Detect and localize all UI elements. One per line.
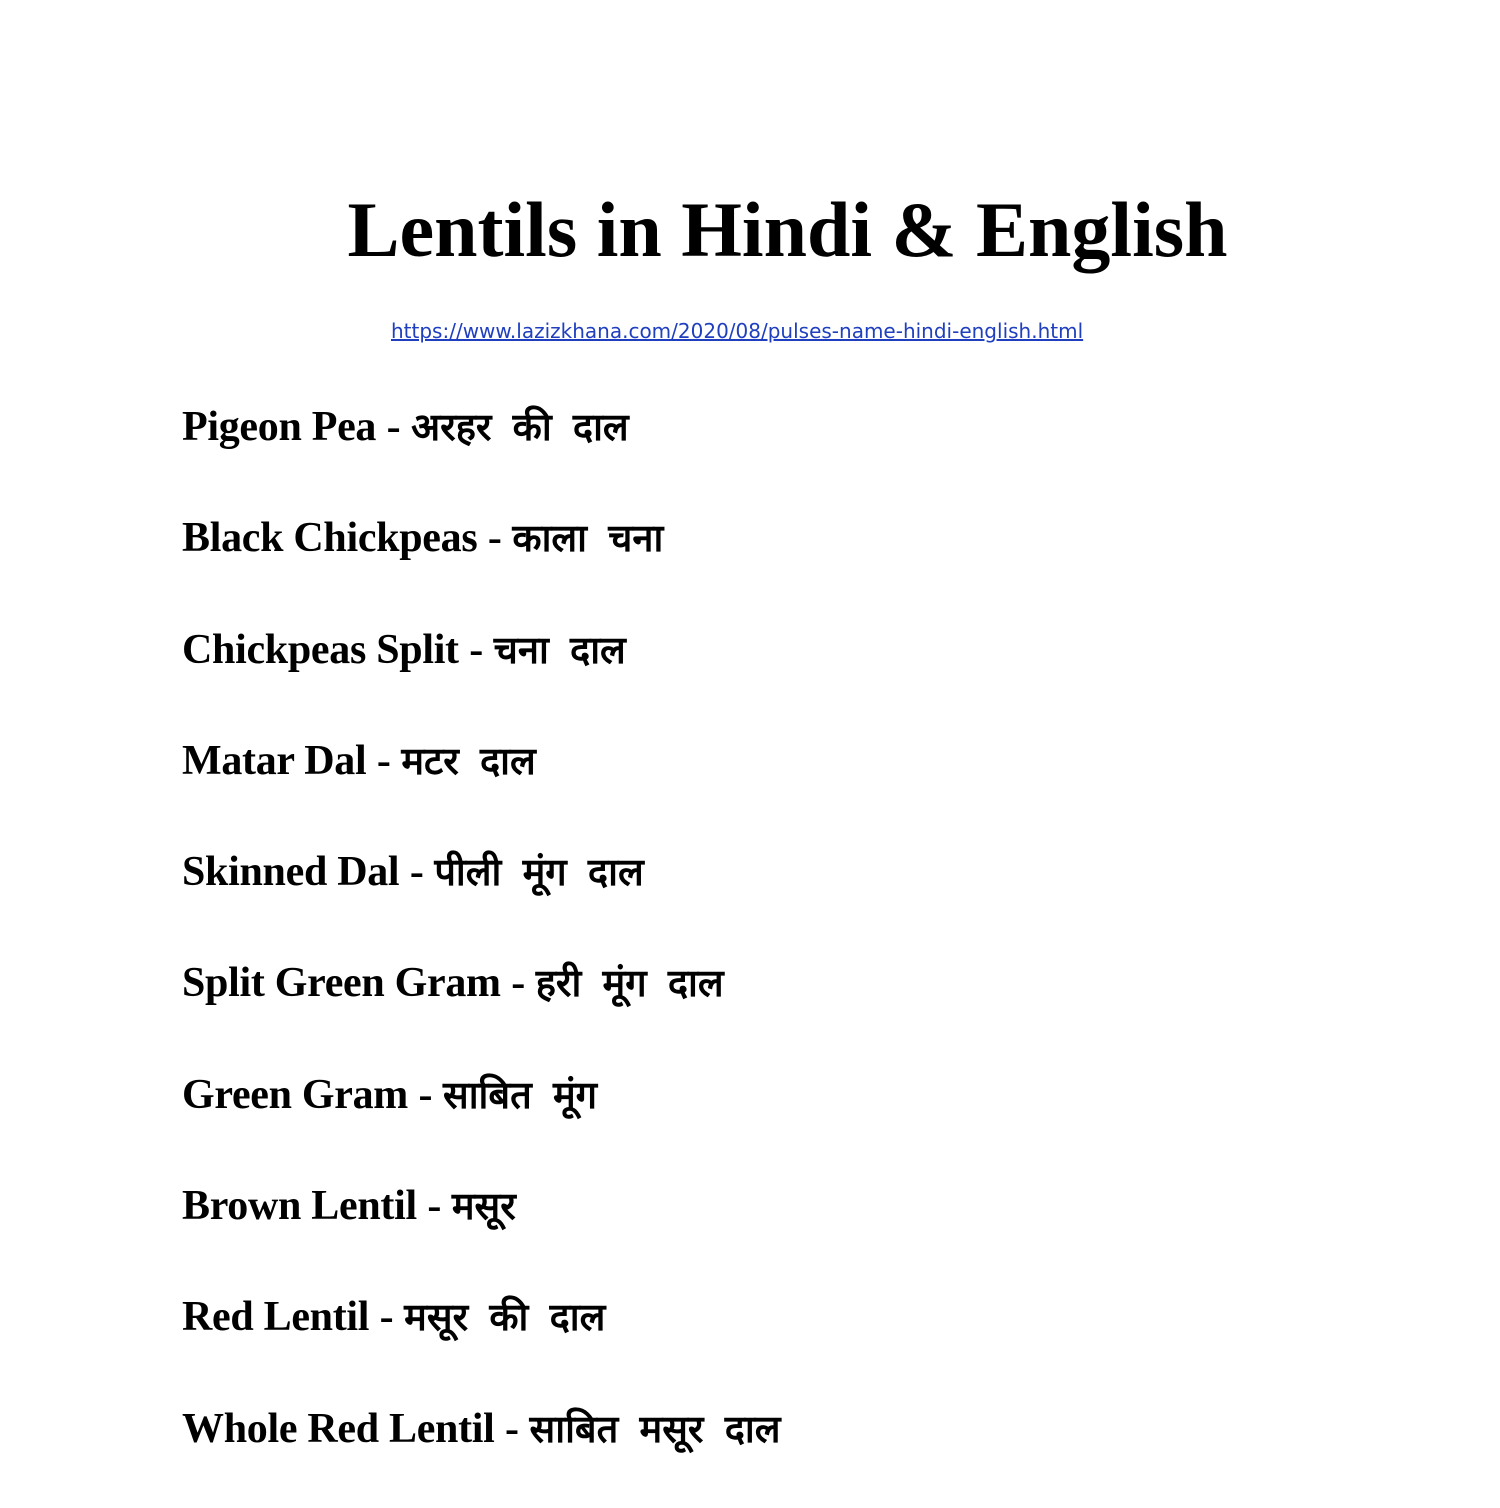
hindi-name: चना दाल <box>493 627 626 672</box>
hindi-name: साबित मूंग <box>443 1072 598 1117</box>
english-name: Brown Lentil <box>182 1183 417 1230</box>
separator: - <box>366 737 402 784</box>
english-name: Whole Red Lentil <box>182 1405 495 1452</box>
english-name: Pigeon Pea <box>182 404 377 450</box>
list-item <box>182 1397 780 1508</box>
list-item <box>182 395 780 506</box>
english-name: Split Green Gram <box>182 960 501 1007</box>
list-item <box>182 1174 780 1285</box>
list-item <box>182 506 780 617</box>
hindi-name: पीली मूंग दाल <box>434 850 644 895</box>
page-title: Lentils in Hindi & English <box>347 186 1228 273</box>
english-name: Skinned Dal <box>182 849 400 896</box>
english-name: Black Chickpeas <box>182 515 478 562</box>
separator: - <box>494 1405 530 1452</box>
hindi-name: मसूर की दाल <box>404 1295 606 1340</box>
separator: - <box>408 1071 443 1118</box>
hindi-name: मसूर <box>451 1184 516 1229</box>
english-name: Chickpeas Split <box>182 626 459 673</box>
list-item <box>182 951 780 1062</box>
hindi-name: साबित मसूर दाल <box>529 1406 781 1451</box>
separator: - <box>416 1183 452 1230</box>
hindi-name: हरी मूंग दाल <box>535 961 724 1006</box>
english-name: Green Gram <box>182 1071 408 1118</box>
lentil-list <box>182 395 780 1508</box>
list-item <box>182 840 780 951</box>
list-item <box>182 1063 780 1174</box>
list-item <box>182 729 780 840</box>
separator: - <box>369 1294 405 1341</box>
separator: - <box>376 404 412 450</box>
english-name: Matar Dal <box>182 737 367 784</box>
hindi-name: काला चना <box>512 516 664 561</box>
hindi-name: अरहर की दाल <box>411 405 629 449</box>
source-link[interactable]: https://www.lazizkhana.com/2020/08/pulses-name-hindi-english.html <box>391 319 1084 343</box>
english-name: Red Lentil <box>182 1294 370 1341</box>
list-item <box>182 1285 780 1396</box>
separator: - <box>458 626 494 673</box>
hindi-name: मटर दाल <box>401 738 536 783</box>
separator: - <box>477 515 513 562</box>
list-item <box>182 618 780 729</box>
separator: - <box>500 960 536 1007</box>
separator: - <box>399 849 435 896</box>
